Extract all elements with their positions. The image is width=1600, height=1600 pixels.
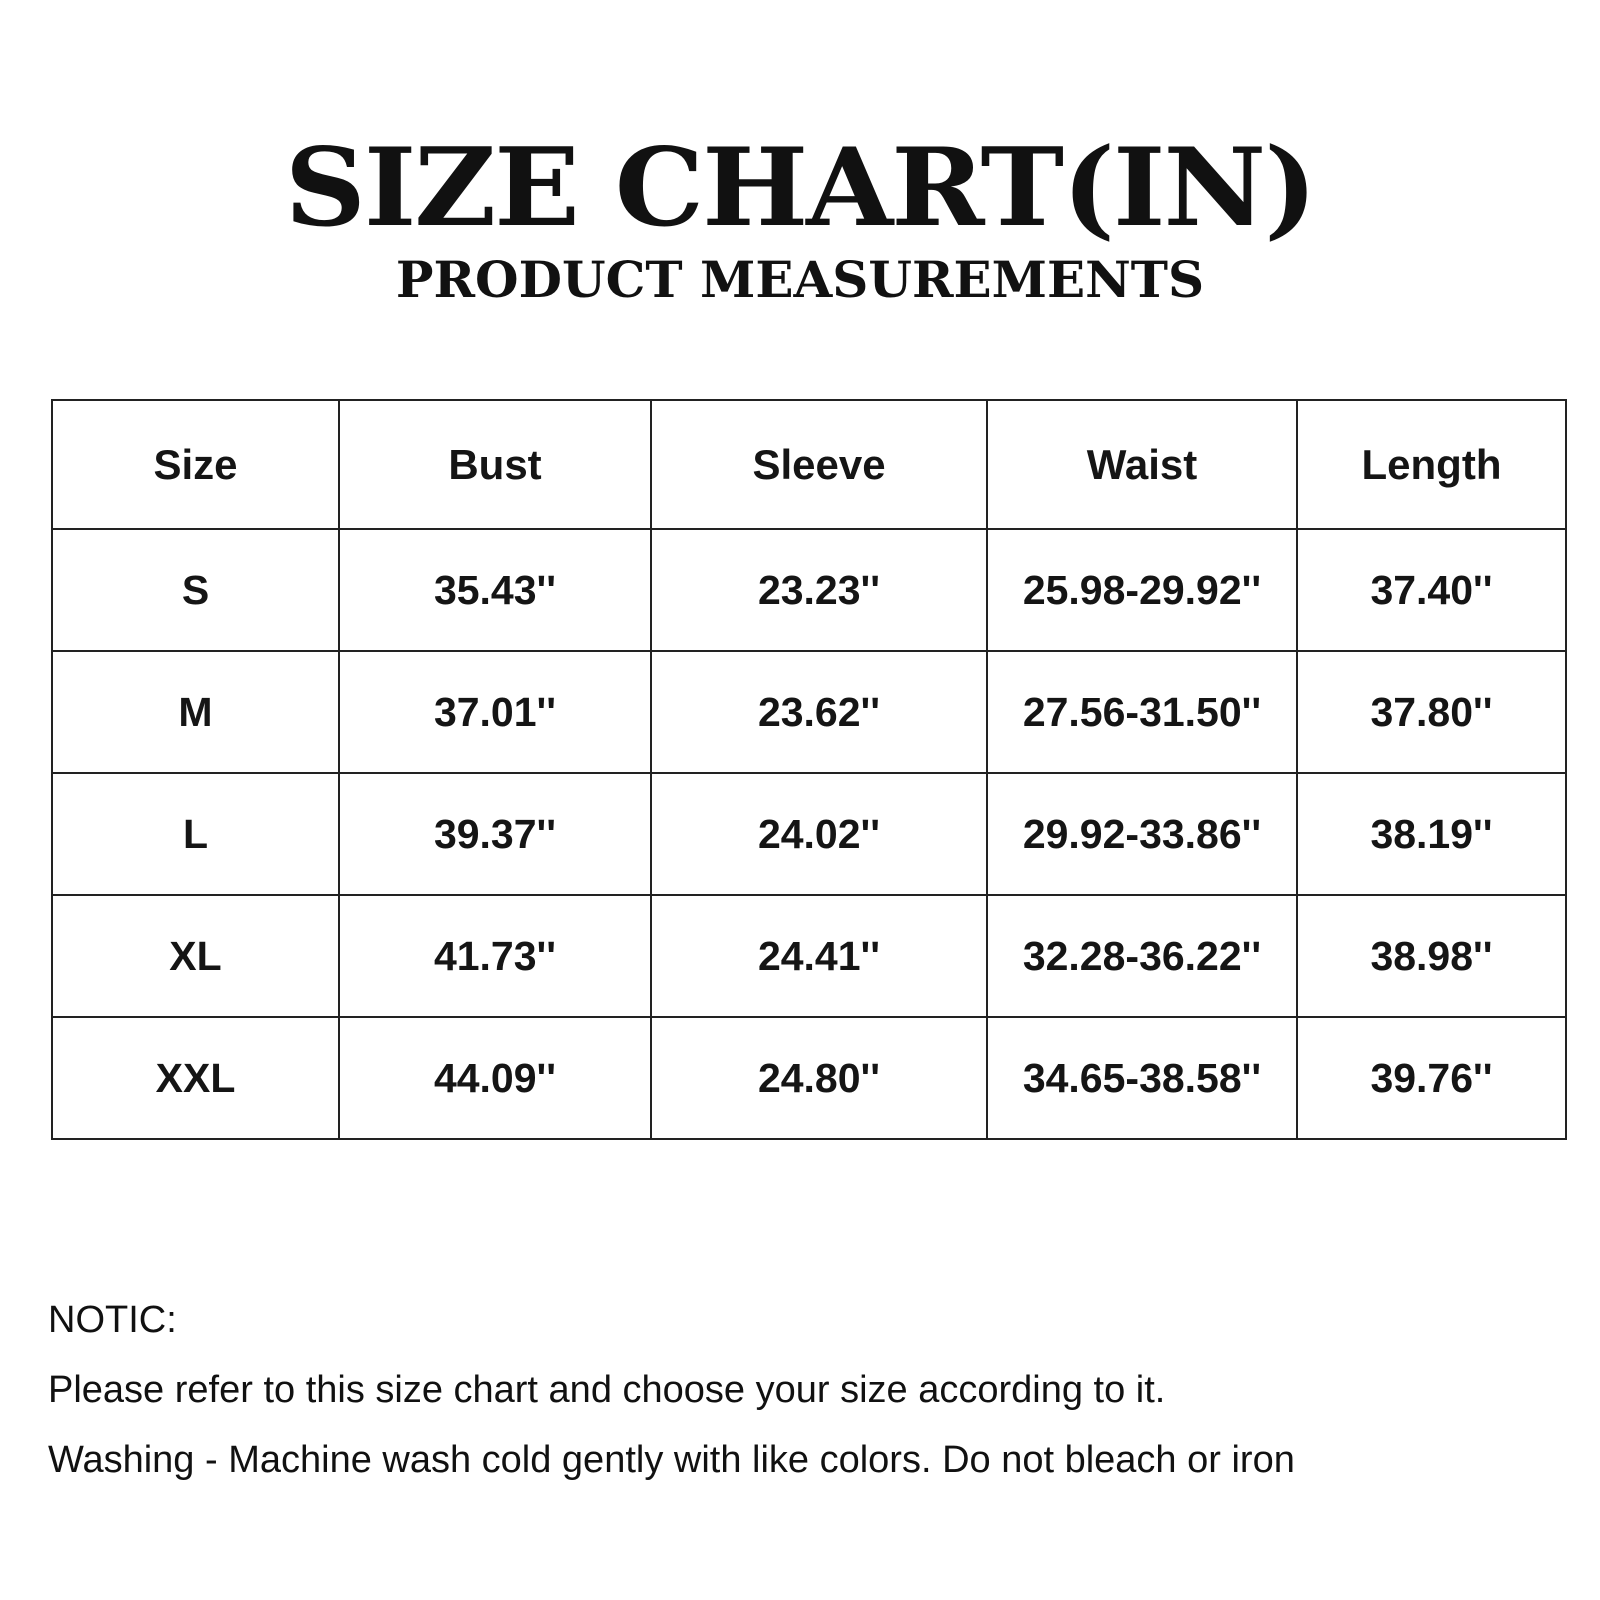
page-subtitle: PRODUCT MEASUREMENTS (395, 250, 1205, 309)
cell-length: 39.76'' (1297, 1017, 1566, 1139)
table-header-row (52, 400, 1566, 529)
size-chart-table (51, 399, 1567, 1140)
column-header-bust: Bust (339, 400, 651, 529)
cell-size: XXL (52, 1017, 339, 1139)
column-header-length: Length (1297, 400, 1566, 529)
cell-size: S (52, 529, 339, 651)
cell-bust: 41.73'' (339, 895, 651, 1017)
table-row (52, 651, 1566, 773)
table-row (52, 895, 1566, 1017)
cell-waist: 32.28-36.22'' (987, 895, 1297, 1017)
cell-length: 38.19'' (1297, 773, 1566, 895)
cell-waist: 34.65-38.58'' (987, 1017, 1297, 1139)
cell-waist: 27.56-31.50'' (987, 651, 1297, 773)
cell-bust: 37.01'' (339, 651, 651, 773)
notes-washing-instructions: Washing - Machine wash cold gently with like colors. Do not bleach or iron (48, 1439, 1295, 1481)
cell-length: 38.98'' (1297, 895, 1566, 1017)
cell-size: L (52, 773, 339, 895)
cell-bust: 44.09'' (339, 1017, 651, 1139)
table-row (52, 773, 1566, 895)
cell-waist: 25.98-29.92'' (987, 529, 1297, 651)
notes-heading: NOTIC: (48, 1299, 177, 1341)
cell-length: 37.40'' (1297, 529, 1566, 651)
column-header-sleeve: Sleeve (651, 400, 987, 529)
notes-size-advice: Please refer to this size chart and choose your size according to it. (48, 1369, 1166, 1411)
cell-bust: 35.43'' (339, 529, 651, 651)
cell-sleeve: 24.41'' (651, 895, 987, 1017)
table-row (52, 1017, 1566, 1139)
column-header-size: Size (52, 400, 339, 529)
cell-bust: 39.37'' (339, 773, 651, 895)
cell-sleeve: 23.23'' (651, 529, 987, 651)
cell-size: XL (52, 895, 339, 1017)
page-title: SIZE CHART(IN) (284, 125, 1316, 251)
cell-length: 37.80'' (1297, 651, 1566, 773)
notes-section (48, 1285, 1568, 1495)
cell-waist: 29.92-33.86'' (987, 773, 1297, 895)
column-header-waist: Waist (987, 400, 1297, 529)
cell-sleeve: 23.62'' (651, 651, 987, 773)
table-row (52, 529, 1566, 651)
cell-size: M (52, 651, 339, 773)
cell-sleeve: 24.80'' (651, 1017, 987, 1139)
cell-sleeve: 24.02'' (651, 773, 987, 895)
